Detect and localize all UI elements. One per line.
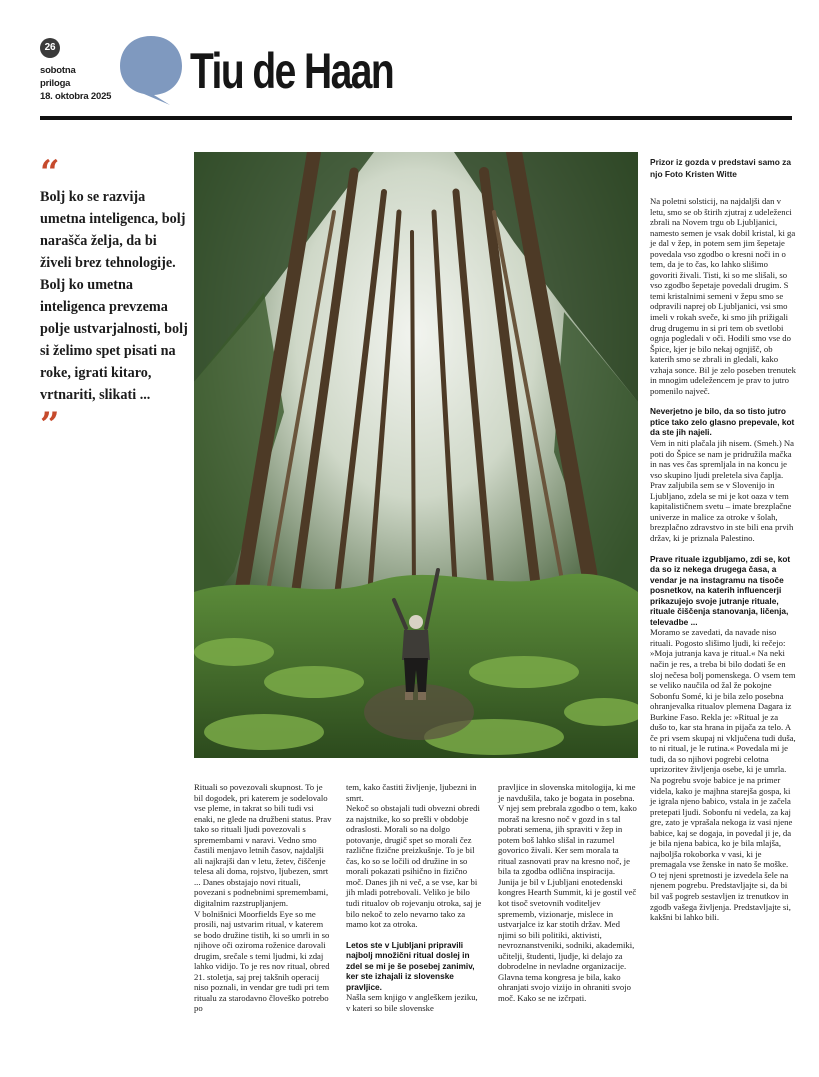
interviewee-name: Tiu de Haan [190, 43, 394, 99]
interview-question: Prave rituale izgubljamo, zdi se, kot da so iz nekega drugega časa, a vendar je na instagramu na tisoče posnetkov, na katerih influencerji prikazujejo svoje jutranje rituale, rituale čiščenja stanovanja, ličenja, televadbe ... [650, 553, 791, 627]
supplement-label: priloga [40, 78, 71, 89]
open-quote-mark: “ [40, 153, 60, 193]
article-column-1 [194, 782, 332, 1014]
paragraph: Na poletni solsticij, na najdaljši dan v letu, smo se ob štirih zjutraj z udeleženci zbrali na Novem trgu ob Ljubljanici, namesto semen je vsak dobil kristal, ki ga je dal v žep, in potem sem jim šepetaje povedala vso zgodbo o kresni noči in o tem, da je to čas, ko lahko slišimo govoriti živali. Tisti, ki so me slišali, so vso zgodbo šepetaje povedali drugim. S temi kristalnimi semeni v žepu smo se odpravili naprej ob Ljubljanici, vsi smo imeli v rokah sveče, ki smo jih prižigali drug drugemu in si pri tem ob svetlobi ognja pogledali v oči. Hodili smo vse do Špice, kjer je bilo nekaj ognjišč, ob katerih smo se zbrali in gledali, kako vzhaja sonce. Bil je zelo poseben trenutek in mnogim udeležencem je prav to jutro pomenilo največ. [650, 196, 796, 396]
forest-photo [194, 152, 638, 758]
close-quote-mark: ” [40, 405, 60, 445]
paragraph: Junija je bil v Ljubljani enotedenski kongres Hearth Summit, ki je gostil več kot tisoč svetovnih voditeljev sprememb, vizionarje, mislece in ustvarjalce iz kar stotih držav. Med njimi so bili politiki, aktivisti, nevroznanstveniki, sodniki, akademiki, učitelji, študenti, ljudje, ki delajo za dobrodelne in nevladne organizacije. Glavna tema kongresa je bila, kako ohranjati svojo vizijo in ohraniti svojo moč. Kako se ne izčrpati. [498, 876, 637, 1003]
photo-caption: Prizor iz gozda v predstavi samo za njo Foto Kristen Witte [650, 157, 792, 179]
pull-quote-text: Bolj ko se razvija umetna inteligenca, bolj narašča želja, da bi živeli brez tehnologije. Bolj ko umetna inteligenca prevzema polje ustvarjalnosti, bolj si želimo spet pisati na roke, igrati kitaro, vrtnariti, slikati ... [40, 189, 188, 403]
paragraph: Nekoč so obstajali tudi obvezni obredi za najstnike, ko so prešli v obdobje odraslosti. Morali so na dolgo potovanje, drugič spet so morali čez različne fizične preizkušnje. To je bil čas, ko so se ločili od družine in so morali pokazati psihično in fizično moč. Danes jih ni več, a se vse, kar bi jih mladi potrebovali. Veliko je bilo tudi ritualov ob rojevanju otroka, saj je bilo nekoč to zelo nevarno tako za mamo kot za otroka. [346, 803, 482, 930]
forest-illustration [194, 152, 638, 758]
paragraph: V bolnišnici Moorfields Eye so me prosili, naj ustvarim ritual, v katerem se bodo družine tistih, ki so umrli in so njihove oči oziroma roženice darovali drugim, srečale s temi ljudmi, ki zdaj lahko vidijo. To je res nov ritual, obred 21. stoletja, saj prej takšnih operacij niso poznali, in vendar gre tudi pri tem ritualu za starodavno človeško potrebo po [194, 908, 330, 1014]
issue-date: 18. oktobra 2025 [40, 91, 112, 102]
paragraph: Našla sem knjigo v angleškem jeziku, v kateri so bile slovenske [346, 992, 478, 1013]
paragraph: pravljice in slovenska mitologija, ki me je navdušila, tako je bogata in posebna. V njej sem prebrala zgodbo o tem, kako moraš na kresno noč v gozd in s tal pobrati semena, jih spraviti v žep in potem boš lahko slišal in razumel govorico živali. Ker sem morala ta ritual zasnovati prav na kresno noč, je bila ta zgodba odlična inspiracija. [498, 782, 637, 877]
section-label: sobotna [40, 65, 76, 76]
article-column-4 [650, 196, 796, 923]
page-number: 26 [40, 38, 60, 58]
article-column-2 [346, 782, 484, 1013]
issue-meta [40, 38, 120, 103]
header-rule [40, 116, 792, 120]
paragraph: Moramo se zavedati, da navade niso rituali. Pogosto slišimo ljudi, ki rečejo: »Moja jutranja kava je ritual.« Na neki način je res, a treba bi bilo dodati še en sloj nečesa bolj pomenskega. O vsem tem se veliko naučila od žal že pokojne Sobonfu Somé, ki je bila zelo posebna ohranjevalka ritualov plemena Dagara iz Burkine Faso. Rekla je: »Ritual je za dušo to, kar sta hrana in pijača za telo. A če pri vsem skupaj ni vključena tudi duša, to ni ritual, je le rutina.« Povedala mi je tudi, da so njihovi pogrebi celotna uprizoritev življenja osebe, ki je umrla. Na pogrebu svoje babice je na primer videla, kako je majhna starejša gospa, ki je igrala njeno babico, vstala in je začela pretepati ljudi. Sobonfu ni vedela, za kaj gre, zato je vprašala nekoga iz vasi njene babice, kaj se dogaja, in povedal ji je, da je bila njena babica, ko je bila mlajša, najboljša rokoborka v vasi, ki je premagala vse ženske in nato še moške. O tej njeni spretnosti je izvedela šele na njenem pogrebu. Predstavljajte si, da bi bil vaš pogreb sestavljen iz trenutkov in zgodb vašega življenja. Predstavljajte si, kakšni bi lahko bili. [650, 627, 796, 923]
paragraph: Vem in niti plačala jih nisem. (Smeh.) Na poti do Špice se nam je pridružila mačka in nas ves čas spremljala in na koncu je vso skupino ljudi preletela siva čaplja. Prav zaljubila sem se v Slovenijo in Ljubljano, zdela se mi je kot oaza v tem kapitalističnem svetu – imate brezplačne univerze in malice za otroke v šolah, brezplačno zdravstvo in ste bili ena prvih držav, ki je priznala Palestino. [650, 438, 795, 543]
paragraph: tem, kako častiti življenje, ljubezni in smrt. [346, 782, 477, 803]
pull-quote [40, 153, 190, 445]
interview-question: Neverjetno je bilo, da so tisto jutro ptice tako zelo glasno prepevale, kot da ste jih najeli. [650, 406, 795, 438]
speech-bubble-icon [118, 34, 184, 106]
paragraph: Rituali so povezovali skupnost. To je bil dogodek, pri katerem je sodelovalo vse pleme, in takrat so bili tudi vsi enaki, ne glede na družbeni status. Prav tako so rituali ljudi povezovali s spremembami v naravi. Vedno smo častili menjavo letnih časov, najdaljši ali najkrajši dan v letu, žetev, čiščenje telesa ali doma, rojstvo, ljubezen, smrt ... Danes obstajajo novi rituali, povezani s podnebnimi spremembami, digitalnim razstrupljanjem. [194, 782, 332, 909]
interview-question: Letos ste v Ljubljani pripravili najbolj množični ritual doslej in zdel se mi je še posebej zanimiv, ker ste izhajali iz slovenske pravljice. [346, 939, 475, 992]
article-column-3 [498, 782, 638, 1003]
